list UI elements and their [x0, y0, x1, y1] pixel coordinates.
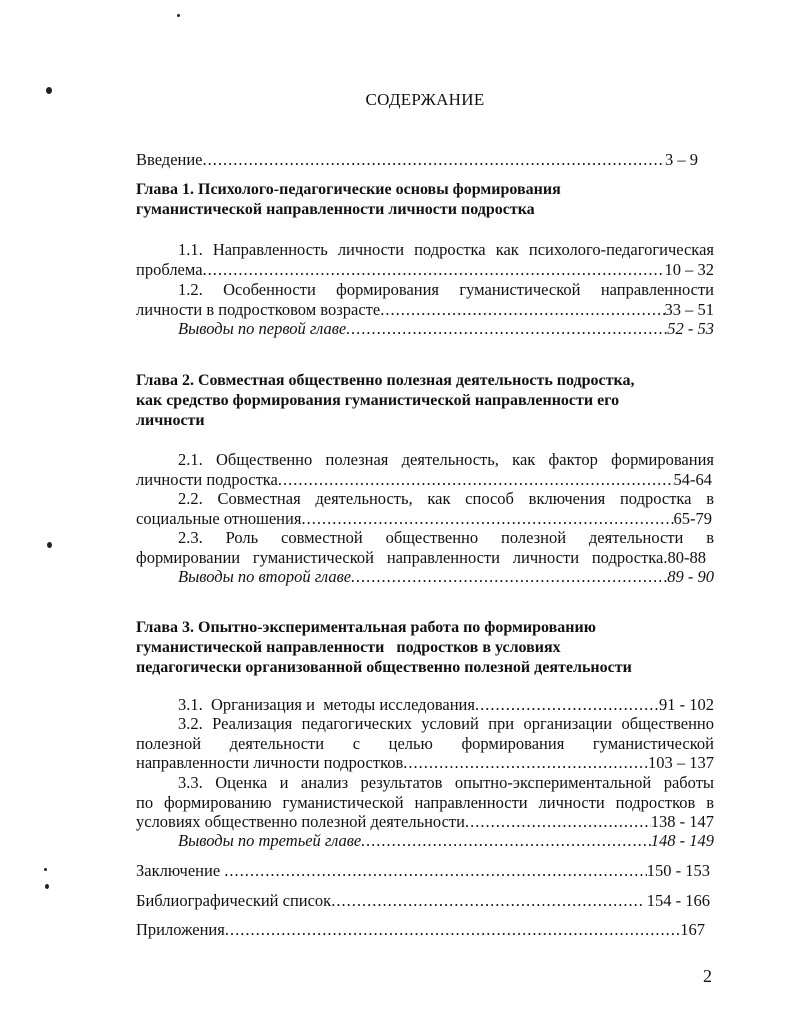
dot-leader [475, 695, 659, 715]
entry-text: личности подростка [136, 469, 278, 489]
toc-entry-2-2[interactable] [136, 489, 714, 528]
dot-leader [346, 319, 667, 339]
toc-entry-conclusions-2[interactable] [136, 567, 714, 587]
entry-line: полезной деятельности с целью формирования гуманистической [136, 733, 714, 753]
dot-leader [380, 300, 664, 320]
heading-line: гуманистической направленности подростков в условиях [136, 639, 561, 656]
heading-line: Глава 1. Психолого-педагогические основы формирования [136, 181, 561, 198]
entry-text: Библиографический список [136, 891, 332, 910]
chapter-1-heading [136, 180, 714, 220]
entry-text: проблема [136, 259, 203, 279]
toc-entry-2-3[interactable] [136, 528, 714, 567]
scan-speck [47, 542, 52, 548]
entry-text: направленности личности подростков [136, 753, 404, 773]
entry-line: 1.2. Особенности формирования гуманистической направленности [178, 280, 714, 299]
toc-entry-3-1[interactable] [136, 695, 714, 715]
entry-text: личности в подростковом возрасте [136, 299, 381, 319]
entry-line: 2.1. Общественно полезная деятельность, как фактор формирования [178, 450, 714, 469]
dot-leader [224, 861, 646, 881]
entry-pages: 52 - 53 [667, 319, 714, 338]
entry-line: 3.3. Оценка и анализ результатов опытно-экспериментальной работы [178, 773, 714, 792]
dot-leader [361, 831, 651, 851]
entry-line: 3.2. Реализация педагогических условий при организации общественно [178, 714, 714, 733]
entry-pages: 54-64 [673, 469, 712, 489]
entry-text: Заключение [136, 861, 225, 880]
entry-line: 2.2. Совместная деятельность, как способ включения подростка в [178, 489, 714, 508]
dot-leader [403, 753, 648, 773]
chapter-3-heading [136, 618, 714, 678]
entry-pages: 154 - 166 [642, 891, 710, 910]
entry-pages: 167 [680, 920, 705, 939]
toc-entry-conclusions-1[interactable] [136, 319, 714, 339]
entry-line: 1.1. Направленность личности подростка как психолого-педагогическая [178, 240, 714, 259]
entry-text: Приложения [136, 920, 225, 939]
heading-line: Глава 2. Совместная общественно полезная деятельность подростка, [136, 372, 635, 389]
toc-entry-conclusion[interactable] [136, 861, 710, 881]
entry-pages: 103 – 137 [648, 753, 714, 773]
toc-entry-3-3[interactable] [136, 773, 714, 832]
entry-text: Выводы по третьей главе [178, 831, 362, 850]
dot-leader [351, 567, 667, 587]
entry-pages: 3 – 9 [665, 150, 698, 169]
dot-leader [225, 920, 680, 940]
heading-line: личности [136, 412, 205, 429]
dot-leader [301, 509, 673, 529]
chapter-2-heading [136, 371, 714, 431]
dot-leader [331, 891, 642, 911]
entry-text: Выводы по второй главе [178, 567, 352, 586]
toc-entry-3-2[interactable] [136, 714, 714, 773]
heading-line: гуманистической направленности личности подростка [136, 201, 535, 218]
page-number: 2 [703, 966, 712, 986]
entry-line: 2.3. Роль совместной общественно полезной деятельности в [178, 528, 714, 547]
toc-title: СОДЕРЖАНИЕ [365, 90, 485, 109]
heading-line: педагогически организованной общественно полезной деятельности [136, 659, 632, 676]
entry-text: 3.1. Организация и методы исследования [178, 695, 475, 714]
entry-pages: 148 - 149 [650, 831, 714, 850]
scan-speck [44, 868, 47, 871]
entry-pages: 33 – 51 [664, 299, 714, 319]
entry-text: Введение [136, 150, 203, 169]
dot-leader [465, 812, 651, 832]
dot-leader [203, 260, 665, 280]
toc-entry-1-1[interactable] [136, 240, 714, 279]
entry-pages: 65-79 [673, 508, 712, 528]
scan-speck [177, 14, 180, 17]
dot-leader [278, 470, 674, 490]
entry-pages: 10 – 32 [664, 259, 714, 279]
entry-pages: 150 - 153 [646, 861, 710, 880]
entry-text: Выводы по первой главе [178, 319, 347, 338]
entry-pages: 91 - 102 [659, 695, 714, 714]
toc-entry-2-1[interactable] [136, 450, 714, 489]
toc-entry-bibliography[interactable] [136, 891, 710, 911]
toc-entry-appendices[interactable] [136, 920, 705, 940]
toc-entry-intro[interactable] [136, 150, 698, 170]
scan-speck [45, 884, 49, 889]
entry-text: условиях общественно полезной деятельности [136, 812, 465, 832]
entry-pages: 89 - 90 [667, 567, 714, 586]
entry-line: формировании гуманистической направленности личности подростка.80-88 [136, 547, 706, 567]
dot-leader [203, 150, 665, 170]
toc-entry-conclusions-3[interactable] [136, 831, 714, 851]
scan-speck [46, 87, 52, 94]
entry-pages: 138 - 147 [650, 812, 714, 832]
toc-entry-1-2[interactable] [136, 280, 714, 319]
heading-line: Глава 3. Опытно-экспериментальная работа по формированию [136, 619, 596, 636]
heading-line: как средство формирования гуманистической направленности его [136, 392, 620, 409]
entry-line: по формированию гуманистической направленности личности подростков в [136, 792, 714, 812]
entry-text: социальные отношения [136, 508, 302, 528]
